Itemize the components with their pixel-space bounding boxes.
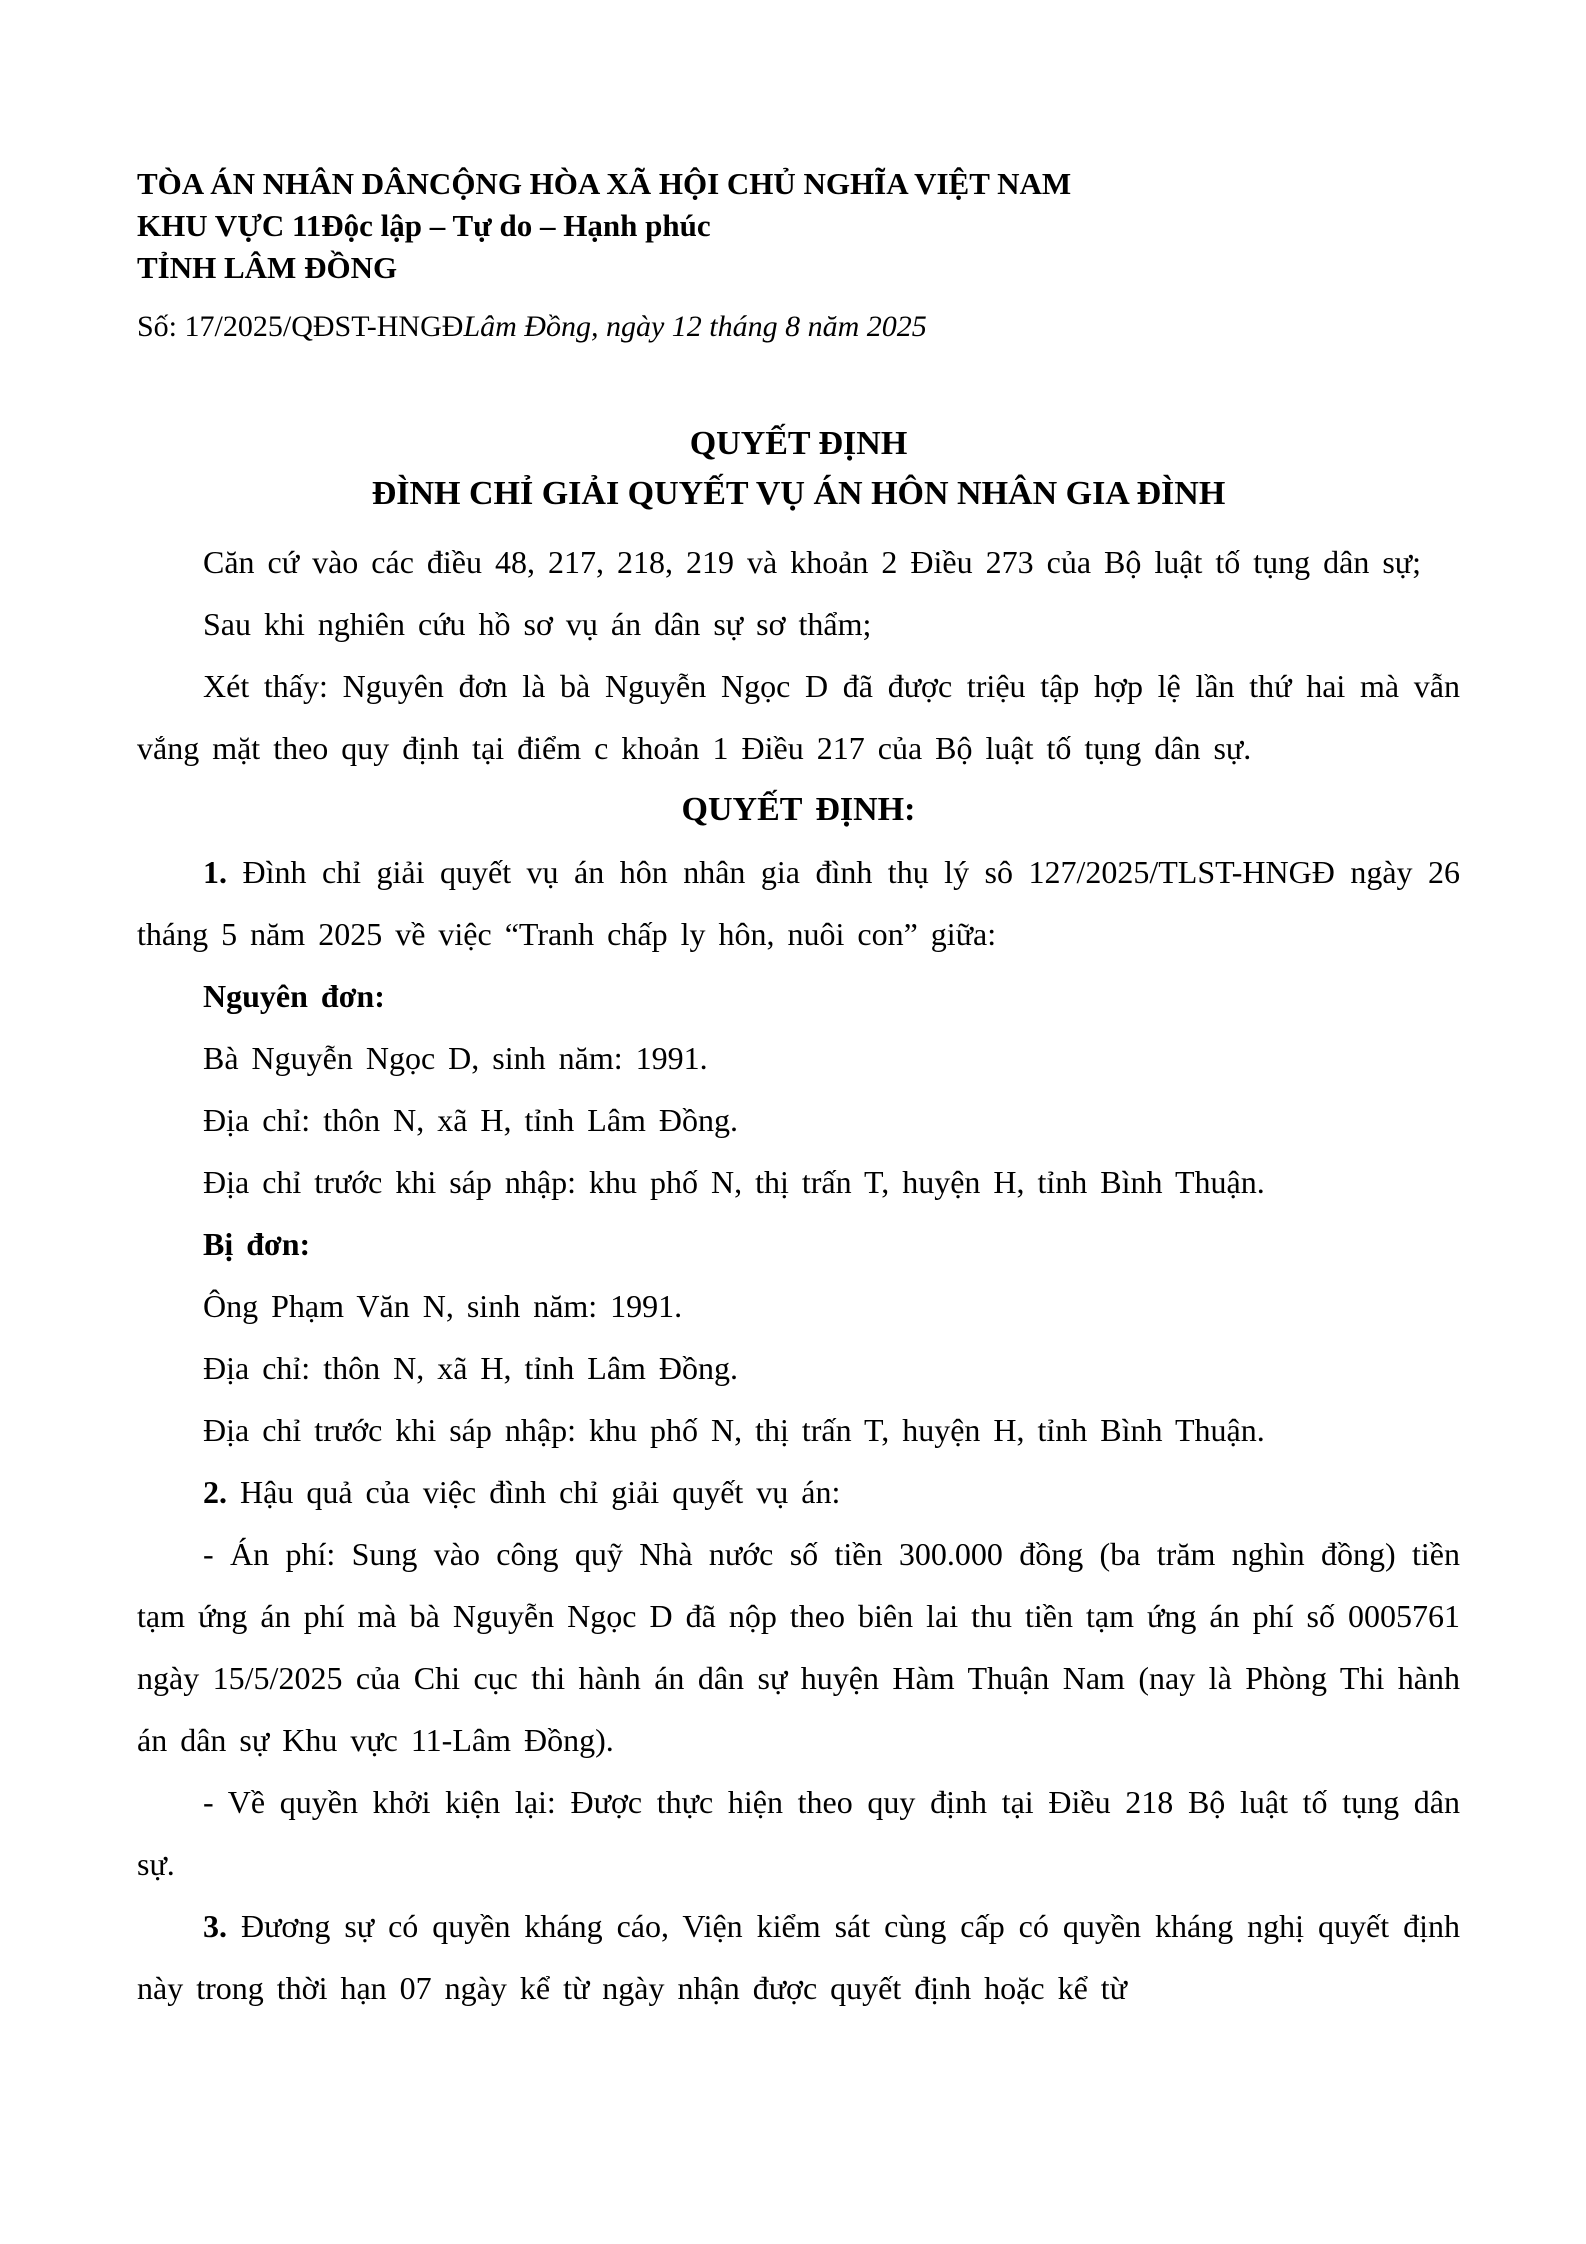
article-3-number: 3. — [203, 1908, 227, 1944]
title-block — [137, 419, 1460, 519]
article-1-number: 1. — [203, 854, 227, 890]
document-meta-line — [137, 305, 1460, 349]
defendant-address: Địa chỉ: thôn N, xã H, tỉnh Lâm Đồng. — [203, 1350, 739, 1386]
preamble-paragraph-3: Xét thấy: Nguyên đơn là bà Nguyễn Ngọc D đã được triệu tập hợp lệ lần thứ hai mà vẫn vắng mặt theo quy định tại điểm c khoản 1 Điều 217 của Bộ luật tố tụng dân sự. — [137, 668, 1460, 766]
article-2-fee-paragraph: - Án phí: Sung vào công quỹ Nhà nước số tiền 300.000 đồng (ba trăm nghìn đồng) tiền tạm ứng án phí mà bà Nguyễn Ngọc D đã nộp theo biên lai thu tiền tạm ứng án phí số 0005761 ngày 15/5/2025 của Chi cục thi hành án dân sự huyện Hàm Thuận Nam (nay là Phòng Thi hành án dân sự Khu vực 11-Lâm Đồng). — [137, 1536, 1460, 1758]
preamble-paragraph-2: Sau khi nghiên cứu hồ sơ vụ án dân sự sơ thẩm; — [203, 606, 872, 642]
court-name-line-1: TÒA ÁN NHÂN DÂNCỘNG HÒA XÃ HỘI CHỦ NGHĨA VIỆT NAM — [137, 166, 1072, 201]
document-header — [137, 163, 1460, 289]
plaintiff-label: Nguyên đơn: — [203, 978, 385, 1014]
plaintiff-name: Bà Nguyễn Ngọc D, sinh năm: 1991. — [203, 1040, 708, 1076]
doc-number: Số: 17/2025/QĐST-HNGĐ — [137, 310, 464, 343]
article-2-text: Hậu quả của việc đình chỉ giải quyết vụ án: — [227, 1474, 841, 1510]
article-1 — [137, 841, 1460, 965]
court-name-line-3: TỈNH LÂM ĐỒNG — [137, 250, 398, 285]
defendant-address-former: Địa chỉ trước khi sáp nhập: khu phố N, thị trấn T, huyện H, tỉnh Bình Thuận. — [203, 1412, 1265, 1448]
decision-heading: QUYẾT ĐỊNH: — [681, 791, 916, 828]
decision-title: QUYẾT ĐỊNH — [689, 425, 908, 462]
article-1-text: Đình chỉ giải quyết vụ án hôn nhân gia đình thụ lý sô 127/2025/TLST-HNGĐ ngày 26 tháng 5 năm 2025 về việc “Tranh chấp ly hôn, nuôi con” giữa: — [137, 854, 1460, 952]
plaintiff-address: Địa chỉ: thôn N, xã H, tỉnh Lâm Đồng. — [203, 1102, 739, 1138]
preamble-paragraph-1: Căn cứ vào các điều 48, 217, 218, 219 và khoản 2 Điều 273 của Bộ luật tố tụng dân sự; — [203, 544, 1422, 580]
court-name-line-2: KHU VỰC 11Độc lập – Tự do – Hạnh phúc — [137, 208, 711, 243]
article-3-text: Đương sự có quyền kháng cáo, Viện kiểm sát cùng cấp có quyền kháng nghị quyết định này trong thời hạn 07 ngày kể từ ngày nhận được quyết định hoặc kể từ — [137, 1908, 1460, 2006]
defendant-name: Ông Phạm Văn N, sinh năm: 1991. — [203, 1288, 683, 1324]
defendant-label: Bị đơn: — [203, 1226, 311, 1262]
place-date: Lâm Đồng, ngày 12 tháng 8 năm 2025 — [463, 310, 927, 343]
plaintiff-address-former: Địa chỉ trước khi sáp nhập: khu phố N, thị trấn T, huyện H, tỉnh Bình Thuận. — [203, 1164, 1265, 1200]
article-2 — [137, 1461, 1460, 1523]
article-2-relitigation-paragraph: - Về quyền khởi kiện lại: Được thực hiện theo quy định tại Điều 218 Bộ luật tố tụng dân sự. — [137, 1784, 1460, 1882]
article-2-number: 2. — [203, 1474, 227, 1510]
document-body — [137, 531, 1460, 2019]
article-3 — [137, 1895, 1460, 2019]
decision-subtitle: ĐÌNH CHỈ GIẢI QUYẾT VỤ ÁN HÔN NHÂN GIA ĐÌNH — [371, 475, 1226, 512]
